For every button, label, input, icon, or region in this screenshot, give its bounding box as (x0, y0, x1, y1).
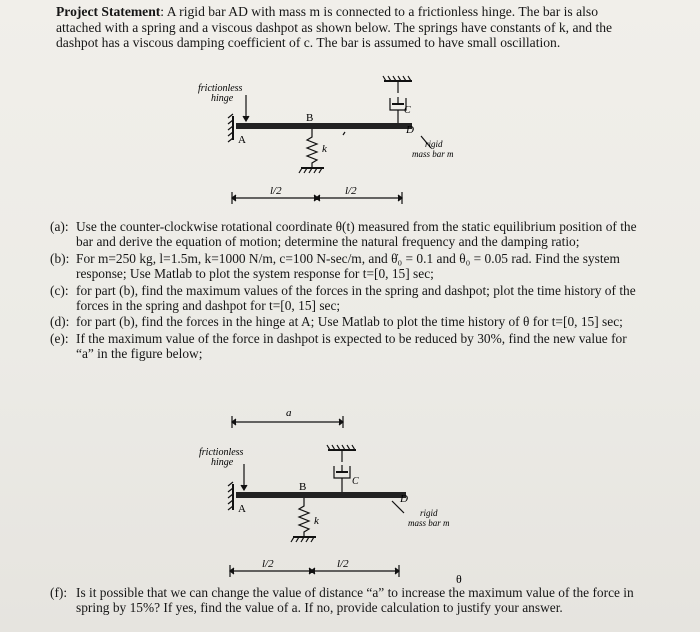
fig2-label-c: C (352, 476, 359, 487)
part-b (50, 252, 640, 282)
part-text: Is it possible that we can change the value of distance “a” to increase the maximum value of the force in spring by 15%? If yes, find the value of a. If no, provide calculation to justify your answer. (76, 585, 634, 615)
part-a (50, 220, 640, 250)
part-text: for part (b), find the forces in the hinge at A; Use Matlab to plot the time history of θ for t=[0, 15] sec; (76, 314, 623, 330)
fig1-label-c: C (404, 105, 411, 116)
fig1-label-d: D (406, 124, 414, 136)
figure-1 (0, 0, 700, 220)
fig2-dim-left: l/2 (262, 558, 274, 570)
statement-body: : A rigid bar AD with mass m is connected to a frictionless hinge. The bar is also attached with a spring and a viscous dashpot as shown below. The springs have constants of k, and the dashpot has a viscous damping coefficient of c. The bar is assumed to have small oscillation. (56, 4, 613, 51)
part-text: Use the counter-clockwise rotational coordinate θ(t) measured from the static equilibrium position of the bar and derive the equation of motion; determine the natural frequency and the damping ratio; (76, 219, 637, 249)
part-e (50, 332, 640, 362)
figure-2 (0, 400, 700, 590)
fig2-label-a: A (238, 503, 246, 515)
fig2-label-a-dist: a (286, 407, 292, 419)
part-label: (a): (50, 219, 69, 234)
statement-heading: Project Statement (56, 4, 161, 19)
fig2-label-b: B (299, 481, 307, 493)
part-f-block (50, 586, 640, 616)
fig1-hinge-label-2: hinge (211, 93, 234, 104)
part-label: (f): (50, 585, 68, 600)
part-text: For m=250 kg, l=1.5m, k=1000 N/m, c=100 N-sec/m, and θ̇₀ = 0.1 and θ₀ = 0.05 rad. Find the system response; Use Matlab to plot the system response for t=[0, 15] sec; (76, 250, 620, 281)
fig1-dim-right: l/2 (345, 185, 357, 197)
fig1-label-b: B (306, 112, 314, 124)
part-text: If the maximum value of the force in dashpot is expected to be reduced by 30%, find the new value for “a” in the figure below; (76, 331, 627, 362)
fig2-hinge-label: frictionless (199, 447, 244, 458)
part-label: (d): (50, 314, 70, 330)
fig1-dim-left: l/2 (270, 185, 282, 197)
fig2-label-d: D (400, 493, 408, 505)
part-label: (e): (50, 331, 69, 347)
fig2-dim-right: l/2 (337, 558, 349, 570)
fig2-label-k: k (314, 515, 319, 527)
fig1-mass-label: mass bar m (412, 149, 454, 159)
question-parts (50, 220, 640, 364)
fig1-rigid-label: rigid (425, 139, 443, 149)
fig2-hinge-label-2: hinge (211, 457, 234, 468)
fig2-theta-label: θ (456, 572, 462, 586)
part-text: for part (b), find the maximum values of the forces in the spring and dashpot; plot the time history of the forces in the spring and dashpot for t=[0, 15] sec; (76, 282, 636, 313)
part-label: (b): (50, 250, 70, 266)
fig2-rigid-label: rigid (420, 508, 438, 518)
fig1-label-a: A (238, 134, 246, 146)
part-label: (c): (50, 282, 69, 298)
part-d (50, 315, 640, 330)
fig1-label-k: k (322, 143, 327, 155)
part-f (50, 586, 640, 616)
fig1-hinge-label: frictionless (198, 83, 243, 94)
fig2-mass-label: mass bar m (408, 518, 450, 528)
part-c (50, 284, 640, 314)
